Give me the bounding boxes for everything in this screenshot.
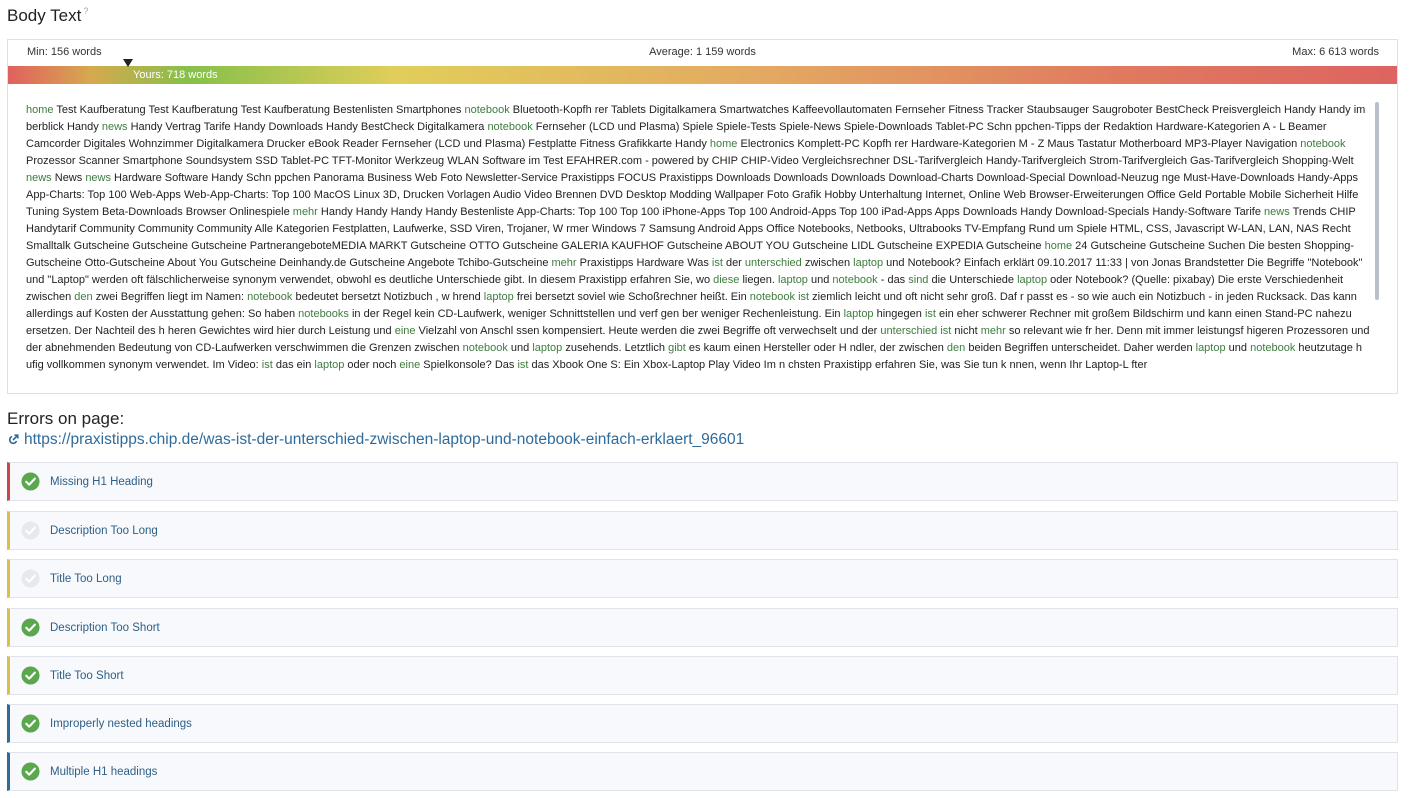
keyword-highlight: sind bbox=[908, 274, 929, 286]
page-url-link[interactable] bbox=[7, 431, 744, 449]
keyword-highlight: news bbox=[26, 172, 52, 184]
body-text-segment: Fernseher (LCD und Plasma) Spiele Spiele-Tests Spiele-News Spiele-Downloads Tablet-PC Schn ppchen-Tipps der Redaktion Hardware-Kategorien A - L Beamer Camcorder Digitales Wohnzimmer Digitalkamera Drucker eBook Reader Fernseher (LCD und Plasma) Festplatte Fitness Grafikkarte Handy bbox=[26, 121, 1327, 150]
keyword-highlight: ist bbox=[261, 359, 273, 371]
error-item-label: Multiple H1 headings bbox=[50, 765, 158, 778]
keyword-highlight: laptop bbox=[1195, 342, 1226, 354]
keyword-highlight: ist bbox=[940, 325, 952, 337]
keyword-highlight: news bbox=[1264, 206, 1290, 218]
keyword-highlight: home bbox=[26, 104, 54, 116]
error-item[interactable] bbox=[7, 608, 1398, 647]
body-text-segment: heutzutage h ufig vollkommen synonym verwendet. Im Video: bbox=[26, 342, 1363, 371]
keyword-highlight: laptop bbox=[314, 359, 345, 371]
max-words: Max: 6 613 words bbox=[1292, 46, 1379, 58]
check-circle-icon bbox=[21, 521, 40, 540]
body-text-segment: Trends CHIP Handytarif Community Community Community Alle Kategorien Festplatten, Laufwerke, SSD Viren, Trojaner, W rmer Windows 7 Samsung Android Apps Office Notebooks, Netbooks, Ultrabooks TV-Empfang Rund um Spiele HTML, CSS, Javascript W-LAN, LAN, NAS Recht Smalltalk Gutscheine Gutscheine Gutscheine PartnerangeboteMEDIA MARKT Gutscheine OTTO Gutscheine GALERIA KAUFHOF Gutscheine ABOUT YOU Gutscheine LIDL Gutscheine EXPEDIA Gutscheine bbox=[26, 206, 1356, 252]
body-text-segment: und bbox=[507, 342, 533, 354]
body-text-segment: hingegen bbox=[873, 308, 925, 320]
word-count-stats bbox=[8, 46, 1397, 60]
error-item[interactable] bbox=[7, 559, 1398, 598]
body-text-content bbox=[26, 102, 1372, 374]
check-circle-icon bbox=[21, 714, 40, 733]
error-item[interactable] bbox=[7, 656, 1398, 695]
your-words: Yours: 718 words bbox=[133, 69, 218, 81]
keyword-highlight: notebook bbox=[1250, 342, 1296, 354]
body-text-title: Body Text bbox=[7, 6, 82, 25]
body-text-segment: 24 Gutscheine Gutscheine Suchen Die besten Shopping-Gutscheine Otto-Gutscheine About You Gutscheine Deinhandy.de Gutscheine Angebote Tchibo-Gutscheine bbox=[26, 240, 1355, 269]
body-text-segment: die Unterschiede bbox=[928, 274, 1018, 286]
body-text-segment: es kaum einen Hersteller oder H ndler, der zwischen bbox=[685, 342, 947, 354]
errors-title: Errors on page: bbox=[7, 409, 125, 428]
keyword-highlight: news bbox=[101, 121, 128, 133]
body-text-segment: - das bbox=[877, 274, 909, 286]
keyword-highlight: den bbox=[74, 291, 93, 303]
error-item[interactable] bbox=[7, 752, 1398, 791]
keyword-highlight: laptop bbox=[777, 274, 808, 286]
body-text-segment: in der Regel kein CD-Laufwerk, weniger Schnittstellen und verf gen ber weniger Rechenleistung. Ein bbox=[348, 308, 844, 320]
check-circle-icon bbox=[21, 618, 40, 637]
body-text-segment: ziemlich leicht und oft nicht sehr groß. Daf r passt es - so wie auch ein Notizbuch - in jeden Rucksack. Das kann allerdings auf Kosten der Ausstattung gehen: So haben bbox=[26, 291, 1357, 320]
keyword-highlight: home bbox=[709, 138, 738, 150]
keyword-highlight: ist bbox=[798, 291, 810, 303]
keyword-highlight: mehr bbox=[551, 257, 577, 269]
keyword-highlight: eine bbox=[399, 359, 421, 371]
error-item-label: Description Too Long bbox=[50, 524, 158, 537]
keyword-highlight: notebook bbox=[464, 104, 510, 116]
body-text-segment: bedeutet bersetzt Notizbuch , w hrend bbox=[292, 291, 484, 303]
external-link-icon bbox=[7, 434, 19, 446]
keyword-highlight: gibt bbox=[668, 342, 686, 354]
body-text-segment: Hardware Software Handy Schn ppchen Panorama Business Web Foto Newsletter-Service Praxistipps FOCUS Praxistipps Downloads Downloads Downloads Download-Charts Download-Special Download-Neuzug nge Must-Have-Downloads Handy-Apps App-Charts: Top 100 Web-Apps Web-App-Charts: Top 100 MacOS Linux 3D, Drucken Vorlagen Audio Video Brennen DVD Desktop Modding Wallpaper Foto Grafik Hobby Unterhaltung Internet, Online Web Browser-Erweiterungen Office Geld Portable Mobile Sicherheit Hilfe Tuning System Beta-Downloads Browser Onlinespiele bbox=[26, 172, 1359, 218]
error-item-label: Missing H1 Heading bbox=[50, 475, 153, 488]
body-text-segment: beiden Begriffen unterscheidet. Daher werden bbox=[965, 342, 1196, 354]
keyword-highlight: notebooks bbox=[298, 308, 349, 320]
current-position-marker-icon bbox=[123, 59, 133, 67]
keyword-highlight: unterschied bbox=[880, 325, 938, 337]
check-circle-icon bbox=[21, 569, 40, 588]
keyword-highlight: mehr bbox=[292, 206, 318, 218]
keyword-highlight: mehr bbox=[980, 325, 1006, 337]
check-circle-icon bbox=[21, 666, 40, 685]
help-icon[interactable]: ? bbox=[83, 6, 89, 17]
body-text-segment: so relevant wie fr her. Denn mit immer leistungsf higeren Prozessoren und der abnehmenden Bedeutung von CD-Laufwerken verschwimmen die Grenzen zwischen bbox=[26, 325, 1370, 354]
keyword-highlight: diese bbox=[713, 274, 740, 286]
word-count-gradient-bar bbox=[8, 66, 1397, 84]
body-text-segment: Prozessor Scanner Smartphone Soundsystem SSD Tablet-PC TFT-Monitor Werkzeug WLAN Software im Test EFAHRER.com - powered by CHIP CHIP-Video Vergleichsrechner DSL-Tarifvergleich Handy-Tarifvergleich Strom-Tarifvergleich Gas-Tarifvergleich Shopping-Welt bbox=[26, 155, 1354, 167]
error-item-label: Description Too Short bbox=[50, 621, 160, 634]
keyword-highlight: notebook bbox=[749, 291, 796, 303]
body-text-segment: zwischen bbox=[801, 257, 854, 269]
keyword-highlight: notebook bbox=[487, 121, 533, 133]
error-item[interactable] bbox=[7, 511, 1398, 550]
body-text-segment: Handy Vertrag Tarife Handy Downloads Handy BestCheck Digitalkamera bbox=[127, 121, 488, 133]
page-title bbox=[7, 6, 88, 26]
body-text-segment: Bluetooth-Kopfh rer Tablets Digitalkamera Smartwatches Kaffeevollautomaten Fernseher Fitness Tracker Staubsauger Saugroboter BestCheck Preisvergleich Handy Handy im berblick Handy bbox=[26, 104, 1366, 133]
keyword-highlight: ist bbox=[924, 308, 936, 320]
min-words: Min: 156 words bbox=[27, 46, 102, 58]
keyword-highlight: laptop bbox=[532, 342, 563, 354]
keyword-highlight: home bbox=[1044, 240, 1073, 252]
average-words: Average: 1 159 words bbox=[649, 46, 756, 58]
page-url: https://praxistipps.chip.de/was-ist-der-unterschied-zwischen-laptop-und-notebook-einfach-erklaert_96601 bbox=[24, 431, 745, 448]
error-item-label: Title Too Short bbox=[50, 669, 124, 682]
body-text-segment: Praxistipps Hardware Was bbox=[576, 257, 712, 269]
body-text-segment: der bbox=[722, 257, 745, 269]
body-text-segment: Spielkonsole? Das bbox=[420, 359, 518, 371]
body-text-segment: und bbox=[807, 274, 833, 286]
check-circle-icon bbox=[21, 762, 40, 781]
keyword-highlight: notebook bbox=[1300, 138, 1346, 150]
scrollbar[interactable] bbox=[1375, 102, 1379, 300]
body-text-segment: Vielzahl von Anschl ssen kompensiert. Heute werden die zwei Begriffe oft verwechselt und der bbox=[415, 325, 881, 337]
body-text-segment: zusehends. Letztlich bbox=[562, 342, 669, 354]
body-text-segment: nicht bbox=[951, 325, 981, 337]
body-text-segment: Handy Handy Handy Handy Bestenliste App-Charts: Top 100 Top 100 iPhone-Apps Top 100 Android-Apps Top 100 iPad-Apps Apps Downloads Handy Download-Specials Handy-Software Tarife bbox=[317, 206, 1265, 218]
keyword-highlight: den bbox=[946, 342, 966, 354]
body-text-segment: das Xbook One S: Ein Xbox-Laptop Play Video Im n chsten Praxistipp erfahren Sie, was Sie tun k nnen, wenn Ihr Laptop-L fter bbox=[528, 359, 1148, 371]
body-text-segment: und bbox=[1225, 342, 1251, 354]
body-text-segment: News bbox=[51, 172, 86, 184]
body-text-segment: und Notebook? Einfach erklärt 09.10.2017 11:33 | von Jonas Brandstetter Die Begriffe "Notebook" und "Laptop" werden oft fälschlicherweise synonym verwendet, obwohl es deutliche Unterschiede gibt. In diesem Praxistipp erfahren Sie, wo bbox=[26, 257, 1363, 286]
keyword-highlight: unterschied bbox=[744, 257, 802, 269]
keyword-highlight: notebook bbox=[832, 274, 878, 286]
check-circle-icon bbox=[21, 472, 40, 491]
body-text-segment: ein eher schwerer Rechner mit großem Bildschirm und kann einen Stand-PC nahezu ersetzen. Der Nachteil des h heren Gewichtes wird hier durch Leistung und bbox=[26, 308, 1352, 337]
body-text-segment: Test Kaufberatung Test Kaufberatung Test Kaufberatung Bestenlisten Smartphones bbox=[53, 104, 465, 116]
keyword-highlight: laptop bbox=[483, 291, 514, 303]
body-text-segment: zwei Begriffen liegt im Namen: bbox=[92, 291, 248, 303]
error-item[interactable] bbox=[7, 704, 1398, 743]
error-item[interactable] bbox=[7, 462, 1398, 501]
keyword-highlight: laptop bbox=[843, 308, 874, 320]
keyword-highlight: ist bbox=[517, 359, 529, 371]
error-item-label: Title Too Long bbox=[50, 572, 122, 585]
keyword-highlight: news bbox=[85, 172, 111, 184]
keyword-highlight: laptop bbox=[853, 257, 884, 269]
keyword-highlight: eine bbox=[394, 325, 416, 337]
body-text-segment: das ein bbox=[272, 359, 315, 371]
keyword-highlight: laptop bbox=[1017, 274, 1048, 286]
body-text-panel bbox=[7, 39, 1398, 394]
body-text-segment: frei bersetzt soviel wie Schoßrechner heißt. Ein bbox=[513, 291, 750, 303]
keyword-highlight: notebook bbox=[462, 342, 508, 354]
error-item-label: Improperly nested headings bbox=[50, 717, 192, 730]
keyword-highlight: ist bbox=[711, 257, 723, 269]
body-text-segment: liegen. bbox=[739, 274, 778, 286]
body-text-segment: oder Notebook? (Quelle: pixabay) Die erste Verschiedenheit zwischen bbox=[26, 274, 1344, 303]
body-text-segment: Electronics Komplett-PC Kopfh rer Hardware-Kategorien M - Z Maus Tastatur Motherboard MP3-Player Navigation bbox=[737, 138, 1301, 150]
body-text-segment: oder noch bbox=[344, 359, 400, 371]
keyword-highlight: notebook bbox=[247, 291, 293, 303]
